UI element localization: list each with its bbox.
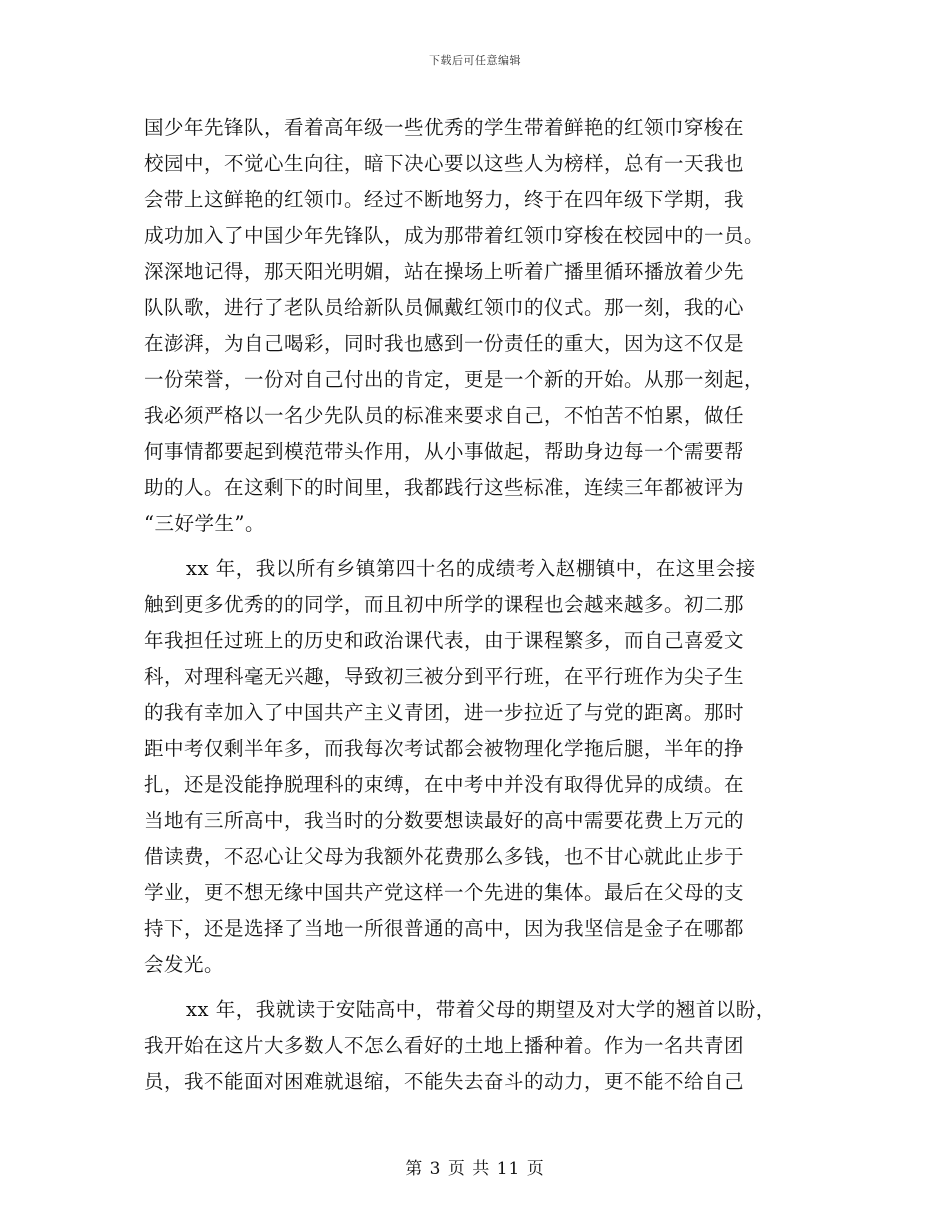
text-line: 当地有三所高中，我当时的分数要想读最好的高中需要花费上万元的 (144, 809, 745, 832)
text-line: “三好学生”。 (144, 512, 265, 535)
text-line: 成功加入了中国少年先锋队，成为那带着红领巾穿梭在校园中的一员。 (144, 224, 765, 247)
text-line: 的我有幸加入了中国共产主义青团，进一步拉近了与党的距离。那时 (144, 701, 745, 724)
text-line: 持下，还是选择了当地一所很普通的高中，因为我坚信是金子在哪都 (144, 917, 745, 940)
text-line: 科，对理科毫无兴趣，导致初三被分到平行班，在平行班作为尖子生 (144, 665, 745, 688)
document-body (144, 110, 814, 1100)
text-line: 学业，更不想无缘中国共产党这样一个先进的集体。最后在父母的支 (144, 881, 745, 904)
text-line: 在澎湃，为自己喝彩，同时我也感到一份责任的重大，因为这不仅是 (144, 332, 745, 355)
text-line: 一份荣誉，一份对自己付出的肯定，更是一个新的开始。从那一刻起， (144, 368, 765, 391)
text-line: 校园中，不觉心生向往，暗下决心要以这些人为榜样，总有一天我也 (144, 152, 745, 175)
text-line: 深深地记得，那天阳光明媚，站在操场上听着广播里循环播放着少先 (144, 260, 745, 283)
text-line: 员，我不能面对困难就退缩，不能失去奋斗的动力，更不能不给自己 (144, 1070, 745, 1093)
text-line: 我必须严格以一名少先队员的标准来要求自己，不怕苦不怕累，做任 (144, 404, 745, 427)
text-line: 会带上这鲜艳的红领巾。经过不断地努力，终于在四年级下学期，我 (144, 188, 745, 211)
text-line: 助的人。在这剩下的时间里，我都践行这些标准，连续三年都被评为 (144, 476, 745, 499)
text-line: 会发光。 (144, 953, 225, 976)
text-line: 国少年先锋队，看着高年级一些优秀的学生带着鲜艳的红领巾穿梭在 (144, 116, 745, 139)
text-line: xx 年，我以所有乡镇第四十名的成绩考入赵棚镇中，在这里会接 (186, 557, 756, 580)
text-line: 借读费，不忍心让父母为我额外花费那么多钱，也不甘心就此止步于 (144, 845, 745, 868)
text-line: 队队歌，进行了老队员给新队员佩戴红领巾的仪式。那一刻，我的心 (144, 296, 745, 319)
text-line: 距中考仅剩半年多，而我每次考试都会被物理化学拖后腿，半年的挣 (144, 737, 745, 760)
paragraph (144, 992, 814, 1100)
text-line: 触到更多优秀的的同学，而且初中所学的课程也会越来越多。初二那 (144, 593, 745, 616)
text-line: 何事情都要起到模范带头作用，从小事做起，帮助身边每一个需要帮 (144, 440, 745, 463)
text-line: 扎，还是没能挣脱理科的束缚，在中考中并没有取得优异的成绩。在 (144, 773, 745, 796)
paragraph (144, 110, 814, 542)
page-number-footer: 第 3 页 共 11 页 (405, 1159, 545, 1179)
text-line: 年我担任过班上的历史和政治课代表，由于课程繁多，而自己喜爱文 (144, 629, 745, 652)
text-line: xx 年，我就读于安陆高中，带着父母的期望及对大学的翘首以盼， (186, 998, 776, 1021)
page-header: 下载后可任意编辑 (429, 54, 521, 67)
paragraph (144, 551, 814, 983)
text-line: 我开始在这片大多数人不怎么看好的土地上播种着。作为一名共青团 (144, 1034, 745, 1057)
